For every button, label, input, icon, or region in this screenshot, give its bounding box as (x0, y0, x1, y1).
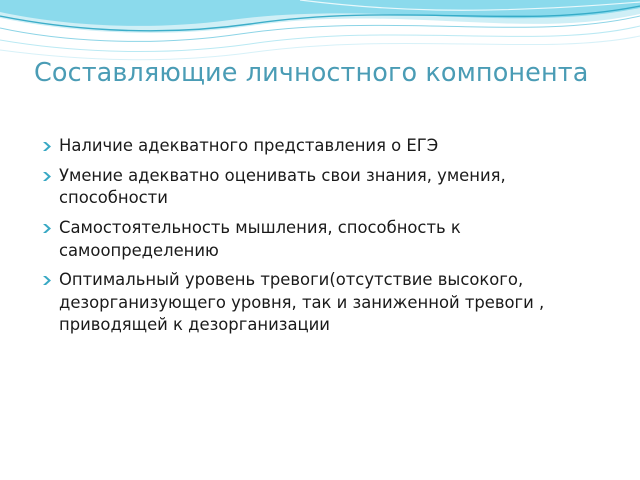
bullet-list (42, 135, 612, 344)
page-title: Составляющие личностного компонента (34, 58, 589, 88)
list-item-text: Оптимальный уровень тревоги(отсутствие высокого, дезорганизующего уровня, так и заниженной тревоги , приводящей к дезорганизации (59, 270, 545, 335)
chevron-bullet-icon (42, 135, 59, 152)
list-item (42, 217, 612, 262)
chevron-bullet-icon (42, 165, 59, 182)
list-item-text: Самостоятельность мышления, способность к самоопределению (59, 217, 461, 260)
list-item (42, 135, 612, 158)
list-item (42, 269, 612, 337)
chevron-bullet-icon (42, 269, 59, 286)
list-item (42, 165, 612, 210)
wave-banner-decoration (0, 0, 640, 62)
list-item-text: Умение адекватно оценивать свои знания, умения, способности (59, 165, 506, 208)
list-item-text: Наличие адекватного представления о ЕГЭ (59, 136, 439, 155)
chevron-bullet-icon (42, 217, 59, 234)
